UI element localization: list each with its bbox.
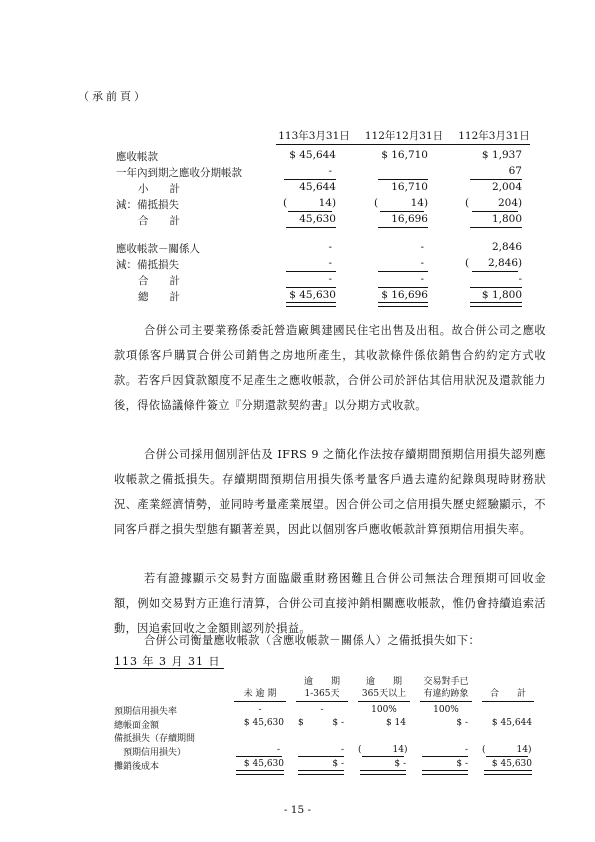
cell-r5-c2: 2,846	[491, 241, 522, 253]
cell-r7-c1: -	[420, 273, 424, 285]
aging-amort-c1: $ -	[332, 759, 344, 769]
aging-amort-c3: $ -	[456, 759, 468, 769]
aging-header-3-line1: 交易對手已	[423, 677, 469, 687]
aging-gross-c1: $ -	[332, 718, 344, 728]
cell-r0-c0: $ 45,644	[289, 149, 336, 161]
aging-allow-c1: -	[340, 745, 344, 755]
cell-r4-c0: 45,630	[299, 213, 336, 225]
cell-r7-c0: -	[328, 273, 332, 285]
cell-r2-c1: 16,710	[391, 181, 428, 193]
aging-rate-c0: -	[258, 705, 262, 715]
aging-row-label-allowance: 備抵損失（存續期間	[114, 734, 196, 744]
cell-r4-c1: 16,696	[391, 213, 428, 225]
cell-r5-c0: -	[328, 241, 332, 253]
row-label-subtotal: 小 計	[138, 183, 180, 195]
continued-label: （承前頁）	[78, 90, 148, 103]
aging-header-0-line2: 未 逾 期	[243, 689, 277, 699]
aging-allow-c2: 14	[392, 745, 404, 755]
aging-header-1-line1: 逾 期	[303, 677, 340, 687]
page-number: - 15 -	[283, 804, 312, 816]
aging-gross-c4: $ 45,644	[491, 718, 532, 728]
aging-amort-c0: $ 45,630	[243, 759, 284, 769]
cell-r5-c1: -	[420, 241, 424, 253]
row-label-allowance: 減：備抵損失	[116, 199, 179, 211]
aging-amort-c4: $ 45,630	[491, 759, 532, 769]
cell-r6-c2: 2,846	[487, 257, 518, 269]
aging-rate-c1: -	[320, 705, 324, 715]
aging-rate-c3: 100%	[433, 705, 459, 715]
aging-header-2-line2: 365天以上	[361, 689, 407, 699]
cell-r6-c0: -	[328, 257, 332, 269]
aging-row-label-gross: 總帳面金額	[114, 721, 160, 731]
row-label-grand-total: 總 計	[138, 291, 180, 303]
aging-header-2-line1: 逾 期	[365, 677, 402, 687]
cell-r0-c2: $ 1,937	[481, 149, 522, 161]
aging-allow-c4: 14	[516, 745, 528, 755]
cell-r8-c0: $ 45,630	[289, 289, 336, 301]
row-label-allowance-related: 減：備抵損失	[116, 259, 179, 271]
aging-allow-c3: -	[464, 745, 468, 755]
aging-amort-c2: $ -	[394, 759, 406, 769]
aging-header-1-line2: 1-365天	[304, 689, 340, 699]
row-label-receivable: 應收帳款	[116, 151, 158, 163]
paragraph-business: 合併公司主要業務係委託營造廠興建國民住宅出售及出租。故合併公司之應收款項係客戶購買合併公司銷售之房地所產生，其收款條件係依銷售合約約定方式收款。若客戶因貸款額度不足產生之應收帳款，合併公司於評估其信用狀況及還款能力後，得依協議條件簽立『分期還款契約書』以分期方式收款。	[114, 324, 546, 412]
paragraph-ecl-policy: 合併公司採用個別評估及 IFRS 9 之簡化作法按存續期間預期信用損失認列應收帳款之備抵損失。存續期間預期信用損失係考量客戶過去違約紀錄與現時財務狀況、產業經濟情勢，並同時考量產業展望。因合併公司之信用損失歷史經驗顯示，不同客戶群之損失型態有顯著差異，因此以個別客戶應收帳款計算預期信用損失率。	[114, 448, 546, 536]
aging-row-label-allowance-cont: 預期信用損失）	[114, 748, 187, 758]
row-label-related-party: 應收帳款－關係人	[116, 243, 200, 255]
aging-gross-c2: $ 14	[385, 718, 406, 728]
cell-r2-c2: 2,004	[491, 181, 522, 193]
row-label-total: 合 計	[138, 215, 180, 227]
paragraph-allowance-intro: 合併公司衡量應收帳款（含應收帳款－關係人）之備抵損失如下：	[144, 634, 481, 647]
aging-row-label-rate: 預期信用損失率	[114, 707, 178, 717]
cell-r1-c0: -	[328, 165, 332, 177]
cell-r1-c2: 67	[508, 165, 522, 177]
aging-header-4-line2: 合 計	[489, 689, 526, 699]
cell-r8-c1: $ 16,696	[381, 289, 428, 301]
cell-r3-c1: 14	[410, 197, 424, 209]
cell-r0-c1: $ 16,710	[381, 149, 428, 161]
cell-r8-c2: $ 1,800	[481, 289, 522, 301]
column-header-2: 112年12月31日	[364, 130, 444, 142]
aging-table-date: 113 年 3 月 31 日	[114, 655, 221, 668]
aging-gross-c0: $ 45,630	[243, 718, 284, 728]
row-label-total-related: 合 計	[138, 275, 180, 287]
cell-r7-c2: -	[518, 273, 522, 285]
cell-r3-c2: 204	[497, 197, 518, 209]
aging-gross-c3: $ -	[456, 718, 468, 728]
aging-rate-c2: 100%	[371, 705, 397, 715]
cell-r2-c0: 45,644	[299, 181, 336, 193]
paragraph-writeoff: 若有證據顯示交易對方面臨嚴重財務困難且合併公司無法合理預期可回收金額，例如交易對方正進行清算，合併公司直接沖銷相關應收帳款，惟仍會持續追索活動，因追索回收之金額則認列於損益。	[114, 572, 546, 635]
aging-header-3-line2: 有違約跡象	[423, 689, 469, 699]
cell-r6-c1: -	[420, 257, 424, 269]
aging-row-label-amortized: 攤銷後成本	[114, 762, 160, 772]
row-label-installment: 一年內到期之應收分期帳款	[116, 167, 242, 179]
cell-r4-c2: 1,800	[491, 213, 522, 225]
cell-r3-c0: 14	[318, 197, 332, 209]
column-header-3: 112年3月31日	[458, 130, 530, 142]
column-header-1: 113年3月31日	[278, 130, 350, 142]
header-rule	[276, 144, 530, 145]
aging-allow-c0: -	[276, 745, 280, 755]
